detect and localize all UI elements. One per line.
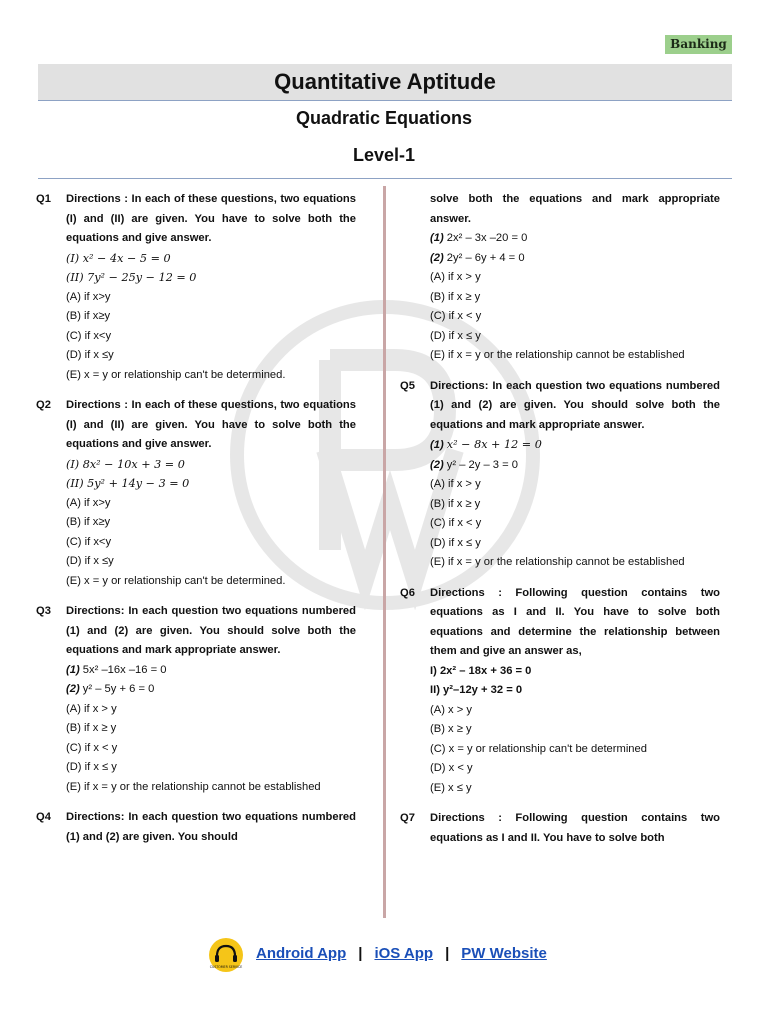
question-q6	[400, 584, 720, 799]
equation-label: (2)	[430, 251, 444, 264]
footer	[206, 937, 566, 973]
equation-2: (II) 5y² + 14y − 3 = 0	[66, 477, 190, 490]
equation-text: 2y² – 6y + 4 = 0	[446, 251, 525, 264]
right-column	[400, 190, 720, 859]
question-q3	[36, 602, 356, 797]
link-separator: |	[445, 945, 450, 962]
equation-2: (II) 7y² − 25y − 12 = 0	[66, 271, 197, 284]
option-c: (C) if x<y	[66, 535, 112, 548]
equation-label: (2)	[66, 683, 80, 695]
option-e: (E) if x = y or the relationship cannot be established	[430, 349, 685, 361]
option-d: (D) if x ≤y	[66, 555, 114, 567]
equation-label: (1)	[430, 439, 444, 451]
header-divider	[38, 178, 732, 179]
option-a: (A) x > y	[430, 703, 472, 716]
option-d: (D) if x ≤ y	[430, 329, 481, 342]
equation-1: (I) 8x² − 10x + 3 = 0	[66, 457, 185, 471]
option-c: (C) if x < y	[430, 517, 482, 529]
equation-text: y² – 2y – 3 = 0	[446, 458, 519, 471]
question-q7	[400, 809, 720, 848]
option-a: (A) if x > y	[66, 702, 117, 715]
question-directions: Directions : In each of these questions, two equations (I) and (II) are given. You have to solve both the equations and give answer.	[66, 399, 356, 450]
equation-label: (2)	[430, 458, 444, 471]
option-d: (D) if x ≤y	[66, 349, 114, 361]
question-q1	[36, 190, 356, 385]
option-e: (E) x ≤ y	[430, 781, 472, 794]
question-number: Q4	[36, 811, 51, 823]
option-a: (A) if x > y	[430, 271, 481, 283]
equation-text: y² – 5y + 6 = 0	[82, 683, 155, 695]
option-d: (D) x < y	[430, 762, 473, 774]
question-directions-continued: solve both the equations and mark appropriate answer.	[430, 193, 720, 225]
category-badge: Banking	[665, 35, 732, 54]
equation-text: x² − 8x + 12 = 0	[446, 438, 542, 451]
logo-text: CUSTOMER SERVICE	[209, 965, 243, 969]
equation-2	[430, 456, 720, 476]
equation-2	[430, 249, 720, 269]
question-q4-continued	[400, 190, 720, 366]
equation-2	[66, 680, 356, 700]
equation-1	[66, 661, 356, 681]
ios-app-link[interactable]: iOS App	[374, 945, 434, 962]
option-b: (B) if x ≥ y	[66, 722, 117, 734]
question-number: Q5	[400, 379, 415, 392]
option-d: (D) if x ≤ y	[430, 536, 481, 549]
option-e: (E) if x = y or the relationship cannot be established	[66, 780, 321, 793]
equation-1: (I) x² − 4x − 5 = 0	[66, 251, 171, 265]
android-app-link[interactable]: Android App	[256, 945, 347, 962]
option-e: (E) x = y or relationship can't be determined.	[66, 574, 286, 587]
question-number: Q1	[36, 193, 51, 205]
pw-website-link[interactable]: PW Website	[461, 945, 547, 962]
column-divider	[383, 186, 386, 918]
question-q4	[36, 808, 356, 847]
equation-1	[430, 435, 720, 456]
equation-1	[430, 229, 720, 249]
equation-text: 2x² – 3x –20 = 0	[446, 232, 528, 244]
question-number: Q3	[36, 605, 51, 617]
question-q2	[36, 396, 356, 591]
question-directions: Directions : In each of these questions, two equations (I) and (II) are given. You have to solve both the equations and give answer.	[66, 193, 356, 244]
option-c: (C) if x<y	[66, 329, 112, 342]
customer-service-logo-icon	[208, 937, 244, 973]
level-heading: Level-1	[352, 145, 416, 165]
question-number: Q2	[36, 399, 51, 411]
option-e: (E) if x = y or the relationship cannot be established	[430, 556, 685, 568]
link-separator: |	[358, 945, 363, 962]
option-e: (E) x = y or relationship can't be determined.	[66, 368, 286, 381]
question-directions: Directions: In each question two equations numbered (1) and (2) are given. You should solve both the equations and mark appropriate answer.	[430, 379, 720, 431]
option-c: (C) if x < y	[66, 741, 118, 754]
question-q5	[400, 377, 720, 573]
option-a: (A) if x>y	[66, 496, 111, 509]
question-directions: Directions : Following question contains two equations as I and II. You have to solve both	[430, 812, 720, 844]
question-number: Q6	[400, 586, 415, 599]
option-b: (B) if x≥y	[66, 310, 111, 322]
footer-links	[256, 945, 547, 962]
option-b: (B) if x ≥ y	[430, 290, 481, 303]
question-directions: Directions: In each question two equations numbered (1) and (2) are given. You should solve both the equations and mark appropriate answer.	[66, 605, 356, 656]
question-directions: Directions : Following question contains two equations as I and II. You have to solve both equations and determine the relationship between them and give an answer as,	[430, 586, 720, 657]
option-a: (A) if x > y	[430, 478, 481, 490]
equation-2: II) y²–12y + 32 = 0	[430, 684, 523, 696]
question-number: Q7	[400, 812, 415, 824]
option-b: (B) x ≥ y	[430, 723, 472, 735]
option-b: (B) if x ≥ y	[430, 497, 481, 510]
option-c: (C) x = y or relationship can't be determined	[430, 742, 647, 755]
equation-1: I) 2x² – 18x + 36 = 0	[430, 664, 532, 677]
option-b: (B) if x≥y	[66, 516, 111, 528]
option-d: (D) if x ≤ y	[66, 761, 117, 773]
page-title: Quantitative Aptitude	[38, 64, 732, 101]
question-directions: Directions: In each question two equations numbered (1) and (2) are given. You should	[66, 811, 356, 843]
option-a: (A) if x>y	[66, 290, 111, 303]
option-c: (C) if x < y	[430, 310, 482, 322]
equation-text: 5x² –16x –16 = 0	[82, 663, 167, 676]
equation-label: (1)	[430, 232, 444, 244]
page-subtitle: Quadratic Equations	[295, 108, 473, 128]
left-column	[36, 190, 356, 858]
equation-label: (1)	[66, 663, 80, 676]
